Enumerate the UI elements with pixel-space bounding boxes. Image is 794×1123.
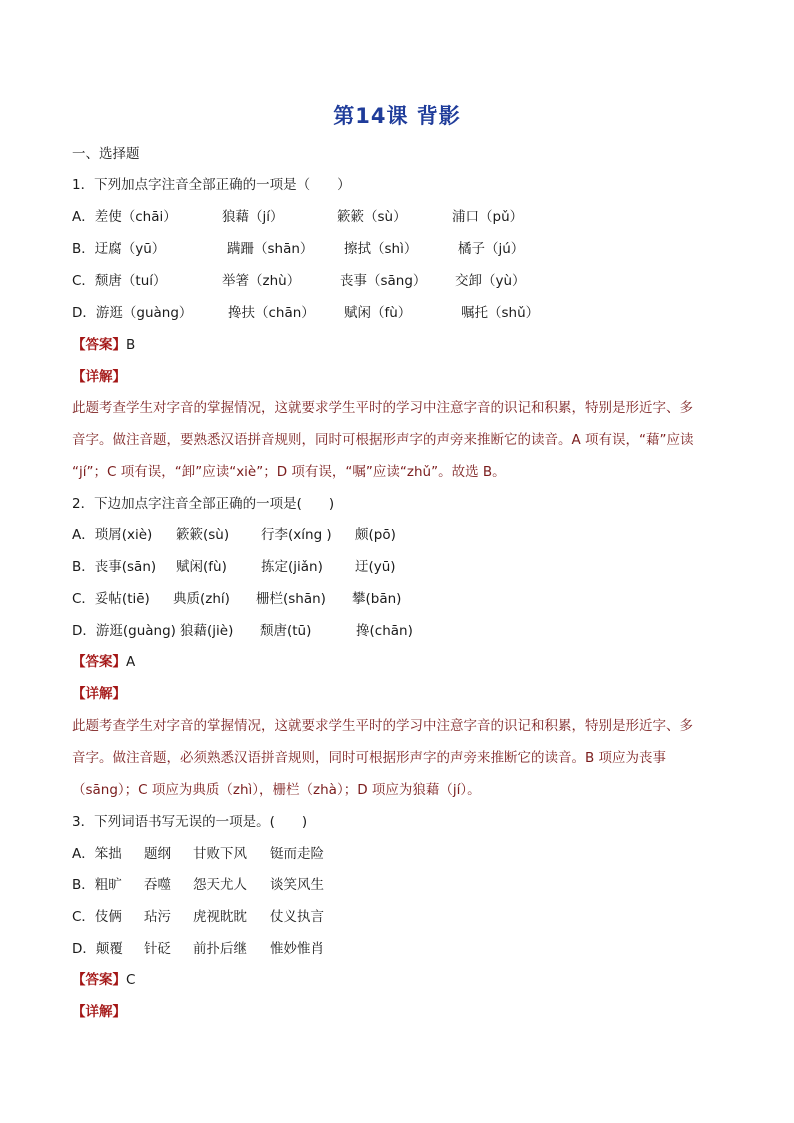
option-cell: 嘱托（shǔ） (461, 305, 540, 321)
option-cell: 簌簌（sù） (337, 209, 407, 225)
option-cell: 迂(yū) (355, 559, 396, 575)
option-cell: 丧事（sāng） (340, 273, 427, 289)
answer-value: B (126, 337, 136, 353)
answer-label: 【答案】 (72, 972, 126, 988)
question-1-explanation-line: “jí”；C 项有误，“卸”应读“xiè”；D 项有误，“嘱”应读“zhǔ”。故选 B。 (72, 464, 506, 480)
question-3-detail-label: 【详解】 (72, 1004, 126, 1020)
question-1-explanation-line: 音字。做注音题，要熟悉汉语拼音规则，同时可根据形声字的声旁来推断它的读音。A 项有误，“藉”应读 (72, 432, 694, 448)
question-1-answer (72, 335, 135, 355)
option-cell: 虎视眈眈 (193, 909, 247, 925)
answer-value: A (126, 654, 136, 670)
option-cell: A．琐屑(xiè) (72, 527, 153, 543)
option-cell: 铤而走险 (270, 846, 324, 862)
question-2-explanation-line: （sāng）；C 项应为典质（zhì），栅栏（zhà）；D 项应为狼藉（jí）。 (72, 782, 481, 798)
option-cell: 针砭 (144, 941, 171, 957)
option-cell: 交卸（yù） (455, 273, 526, 289)
option-cell: 搀(chān) (356, 623, 413, 639)
section-heading: 一、选择题 (72, 146, 140, 162)
option-cell: B．迂腐（yū） (72, 241, 166, 257)
option-cell: 前扑后继 (193, 941, 247, 957)
option-cell: C．伎俩 (72, 909, 122, 925)
option-cell: 惟妙惟肖 (270, 941, 324, 957)
question-1-detail-label: 【详解】 (72, 369, 126, 385)
option-cell: 典质(zhí) (173, 591, 230, 607)
option-cell: D．游逛(guàng) (72, 623, 176, 639)
option-cell: 簌簌(sù) (176, 527, 230, 543)
question-2-detail-label: 【详解】 (72, 686, 126, 702)
option-cell: 狼藉(jiè) (180, 623, 234, 639)
question-3-answer (72, 970, 135, 990)
option-cell: 谈笑风生 (270, 877, 324, 893)
option-cell: 行李(xíng ) (261, 527, 332, 543)
option-cell: D．游逛（guàng） (72, 305, 193, 321)
question-2-explanation-line: 音字。做注音题，必须熟悉汉语拼音规则，同时可根据形声字的声旁来推断它的读音。B 项应为丧事 (72, 750, 667, 766)
answer-value: C (126, 972, 136, 988)
option-cell: 橘子（jú） (458, 241, 525, 257)
option-cell: D．颠覆 (72, 941, 123, 957)
option-cell: 擦拭（shì） (344, 241, 418, 257)
page-title: 第14课 背影 (333, 104, 461, 128)
option-cell: B．丧事(sān) (72, 559, 157, 575)
option-cell: 栅栏(shān) (256, 591, 326, 607)
option-cell: A．差使（chāi） (72, 209, 177, 225)
option-cell: 搀扶（chān） (228, 305, 315, 321)
question-2-stem: 2．下边加点字注音全部正确的一项是( ) (72, 496, 335, 512)
option-cell: 颓唐(tū) (260, 623, 312, 639)
question-3-stem: 3．下列词语书写无误的一项是。( ) (72, 814, 308, 830)
option-cell: 吞噬 (144, 877, 171, 893)
option-cell: 甘败下风 (193, 846, 247, 862)
option-cell: 怨天尤人 (193, 877, 247, 893)
option-cell: 狼藉（jí） (222, 209, 284, 225)
option-cell: C．妥帖(tiē) (72, 591, 150, 607)
option-cell: C．颓唐（tuí） (72, 273, 167, 289)
option-cell: 题纲 (144, 846, 171, 862)
option-cell: 蹒跚（shān） (227, 241, 314, 257)
option-cell: 玷污 (144, 909, 171, 925)
option-cell: 赋闲(fù) (176, 559, 227, 575)
option-cell: 拣定(jiǎn) (261, 559, 323, 575)
question-1-stem: 1．下列加点字注音全部正确的一项是（ ） (72, 177, 351, 193)
question-2-explanation-line: 此题考查学生对字音的掌握情况，这就要求学生平时的学习中注意字音的识记和积累，特别是形近字、多 (72, 718, 693, 734)
option-cell: 攀(bān) (352, 591, 402, 607)
option-cell: 举箸（zhù） (222, 273, 301, 289)
option-cell: 浦口（pǔ） (452, 209, 524, 225)
option-cell: 仗义执言 (270, 909, 324, 925)
option-cell: A．笨拙 (72, 846, 122, 862)
question-1-explanation-line: 此题考查学生对字音的掌握情况，这就要求学生平时的学习中注意字音的识记和积累，特别是形近字、多 (72, 400, 693, 416)
option-cell: B．粗旷 (72, 877, 122, 893)
answer-label: 【答案】 (72, 654, 126, 670)
option-cell: 赋闲（fù） (344, 305, 412, 321)
answer-label: 【答案】 (72, 337, 126, 353)
option-cell: 颇(pō) (355, 527, 396, 543)
question-2-answer (72, 652, 135, 672)
